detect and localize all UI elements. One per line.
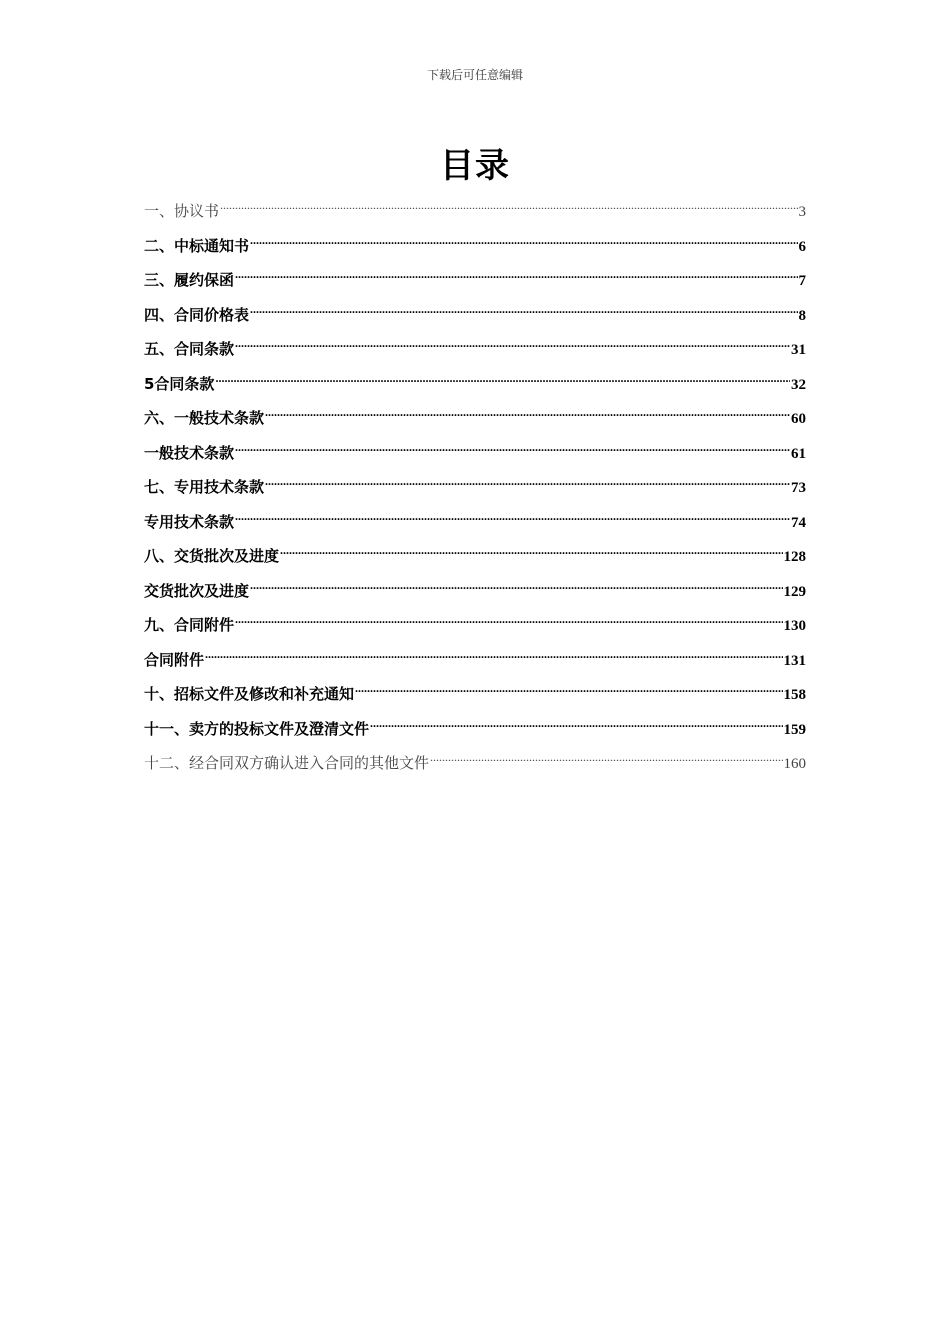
toc-dot-leader: [205, 650, 782, 665]
page-header-note: 下载后可任意编辑: [426, 68, 523, 82]
toc-entry-label: 十、招标文件及修改和补充通知: [144, 685, 355, 703]
toc-entry-page-number: 158: [783, 687, 806, 703]
toc-dot-leader: [355, 684, 782, 699]
toc-entry-label: 四、合同价格表: [144, 305, 250, 324]
toc-entry[interactable]: [144, 611, 806, 646]
toc-entry[interactable]: [144, 508, 806, 543]
toc-entry[interactable]: [144, 577, 806, 612]
toc-entry-page-number: 61: [791, 445, 806, 462]
toc-entry-page-number: 74: [791, 514, 806, 531]
toc-entry-page-number: 7: [798, 273, 806, 289]
toc-entry-label: 十二、经合同双方确认进入合同的其他文件: [144, 754, 430, 772]
toc-entry-page-number: 160: [783, 756, 806, 772]
toc-entry[interactable]: [144, 715, 806, 750]
toc-dot-leader: [250, 236, 797, 251]
toc-entry-label: 六、一般技术条款: [144, 409, 265, 427]
toc-entry-page-number: 6: [798, 238, 806, 255]
toc-entry-page-number: 159: [783, 721, 806, 738]
toc-dot-leader: [430, 753, 782, 768]
toc-dot-leader: [215, 374, 790, 389]
toc-entry-page-number: 31: [791, 342, 806, 358]
toc-entry[interactable]: [144, 439, 806, 474]
toc-dot-leader: [370, 719, 782, 734]
toc-entry[interactable]: [144, 197, 806, 232]
toc-entry-label: 二、中标通知书: [144, 236, 250, 255]
toc-dot-leader: [250, 305, 797, 320]
toc-entry-label: 交货批次及进度: [144, 581, 250, 600]
toc-dot-leader: [235, 615, 782, 630]
toc-entry[interactable]: [144, 301, 806, 336]
toc-entry-page-number: 32: [791, 376, 806, 393]
toc-entry[interactable]: [144, 370, 806, 405]
toc-entry[interactable]: [144, 232, 806, 267]
toc-entry-label: 九、合同附件: [144, 616, 235, 634]
toc-dot-leader: [280, 546, 782, 561]
toc-entry-page-number: 130: [783, 618, 806, 634]
toc-entry-page-number: 8: [798, 307, 806, 324]
toc-dot-leader: [265, 408, 790, 423]
toc-entry-label: 专用技术条款: [144, 512, 235, 531]
toc-dot-leader: [235, 339, 790, 354]
toc-entry-label: 五、合同条款: [144, 340, 235, 358]
table-of-contents: [144, 197, 806, 784]
toc-entry[interactable]: [144, 266, 806, 301]
toc-entry[interactable]: [144, 404, 806, 439]
toc-entry[interactable]: [144, 473, 806, 508]
toc-entry[interactable]: [144, 680, 806, 715]
toc-dot-leader: [220, 201, 797, 216]
toc-entry-page-number: 131: [783, 652, 806, 669]
toc-entry-page-number: 129: [783, 583, 806, 600]
toc-entry-label: 七、专用技术条款: [144, 478, 265, 496]
toc-entry-label: 5合同条款: [144, 374, 215, 393]
toc-entry[interactable]: [144, 542, 806, 577]
toc-entry-page-number: 128: [783, 549, 806, 565]
toc-dot-leader: [235, 270, 797, 285]
toc-entry-page-number: 60: [791, 411, 806, 427]
toc-entry-page-number: 3: [798, 204, 806, 220]
toc-entry-label: 合同附件: [144, 650, 205, 669]
toc-entry-label: 一、协议书: [144, 202, 220, 220]
toc-entry-label: 三、履约保函: [144, 271, 235, 289]
toc-entry-label: 一般技术条款: [144, 443, 235, 462]
toc-title: 目录: [440, 146, 510, 186]
toc-entry-label: 八、交货批次及进度: [144, 547, 280, 565]
toc-dot-leader: [235, 443, 790, 458]
toc-entry-label: 十一、卖方的投标文件及澄清文件: [144, 719, 370, 738]
toc-entry[interactable]: [144, 749, 806, 784]
toc-dot-leader: [250, 581, 782, 596]
toc-entry-page-number: 73: [791, 480, 806, 496]
toc-entry[interactable]: [144, 646, 806, 681]
toc-entry[interactable]: [144, 335, 806, 370]
toc-dot-leader: [235, 512, 790, 527]
toc-dot-leader: [265, 477, 790, 492]
